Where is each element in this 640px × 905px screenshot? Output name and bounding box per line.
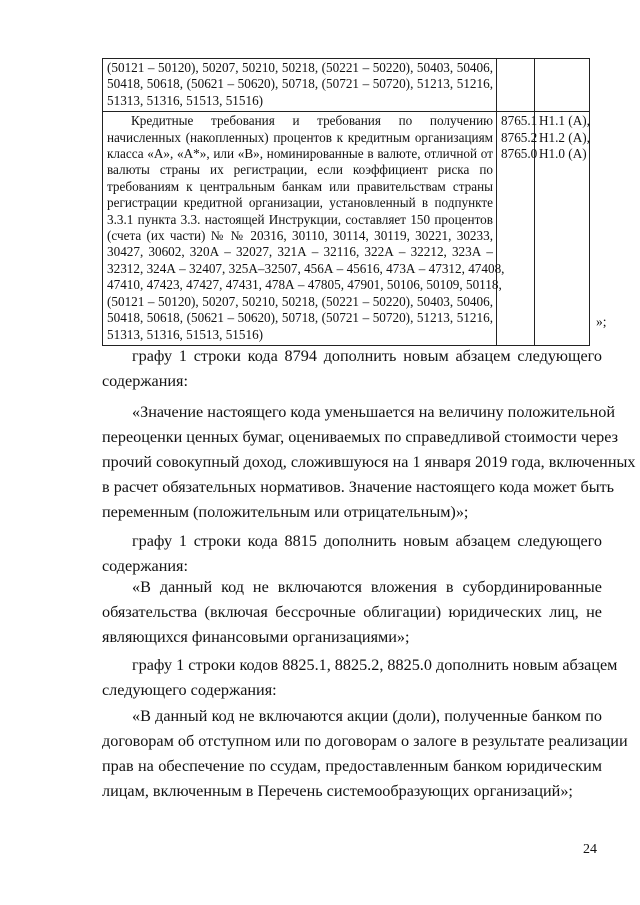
paragraph-line: переменным (положительным или отрицательным)»;: [102, 503, 469, 521]
paragraph-line: прав на обеспечение по ссудам, предоставленным банком юридическим: [102, 757, 602, 775]
table-cell-code: [497, 59, 535, 112]
paragraph-line: следующего содержания:: [102, 681, 277, 699]
paragraph-line: «В данный код не включаются акции (доли), полученные банком по: [132, 707, 602, 725]
instruction-paragraph: [102, 653, 618, 703]
table-text-line: 47410, 47423, 47427, 47431, 478А – 47805, 47901, 50106, 50109, 50118,: [107, 277, 502, 293]
page-number: 24: [583, 842, 597, 857]
paragraph-line: переоценки ценных бумаг, оцениваемых по справедливой стоимости через: [102, 428, 619, 446]
table-cell-code: [497, 112, 538, 346]
instruction-paragraph: [102, 344, 602, 394]
paragraph-line: «Значение настоящего кода уменьшается на величину положительной: [132, 403, 615, 421]
table-text-line: 50418, 50618, (50621 – 50620), 50718, (50721 – 50720), 51213, 51216,: [107, 76, 493, 92]
quoted-paragraph: [102, 400, 636, 525]
paragraph-line: содержания:: [102, 557, 188, 575]
norm-value: Н1.0 (А): [539, 146, 587, 162]
paragraph-line: обязательства (включая бессрочные облигации) юридических лиц, не: [102, 603, 602, 621]
codes-table: [102, 58, 590, 346]
table-cell-norm: [535, 112, 590, 346]
table-text-line: (50121 – 50120), 50207, 50210, 50218, (50221 – 50220), 50403, 50406,: [107, 60, 493, 75]
table-text-line: валюты страны их регистрации, если коэффициент риска по: [107, 162, 493, 178]
paragraph-line: «В данный код не включаются вложения в субординированные: [132, 578, 602, 596]
table-text-line: 32312, 324А – 32407, 325А–32507, 456А – 45616, 473А – 47312, 47408,: [107, 260, 505, 276]
table-text-line: требованиям к центральным банкам или правительствам страны: [107, 178, 493, 194]
table-text-line: 50418, 50618, (50621 – 50620), 50718, (50721 – 50720), 51213, 51216,: [107, 310, 493, 326]
table-text-line: 3.3.1 пункта 3.3. настоящей Инструкции, составляет 150 процентов: [107, 211, 493, 227]
table-cell-description: [103, 59, 497, 112]
norm-value: Н1.1 (А),: [539, 113, 590, 129]
code-value: 8765.2: [501, 129, 538, 145]
paragraph-line: лицам, включенным в Перечень системообразующих организаций»;: [102, 782, 573, 800]
instruction-paragraph: [102, 529, 602, 579]
table-cell-norm: [535, 59, 590, 112]
table-text-line: начисленных (накопленных) процентов к кредитным организациям: [107, 129, 493, 145]
quoted-paragraph: [102, 575, 602, 650]
table-text-line: 51313, 51316, 51513, 51516): [107, 326, 264, 342]
table-text-line: 51313, 51316, 51513, 51516): [107, 92, 264, 108]
paragraph-line: графу 1 строки кода 8815 дополнить новым абзацем следующего: [132, 532, 602, 550]
table-row: [103, 59, 590, 112]
paragraph-line: договорам об отступном или по договорам о залоге в результате реализации: [102, 732, 628, 750]
table-text-line: 30427, 30602, 320А – 32027, 321А – 32116, 322А – 32212, 323А –: [107, 244, 493, 260]
quoted-paragraph: [102, 704, 628, 804]
table-text-line: Кредитные требования и требования по получению: [131, 113, 493, 129]
table-closing-quote: »;: [596, 314, 607, 329]
table-text-line: (счета (их части) № № 20316, 30110, 30114, 30119, 30221, 30233,: [107, 228, 493, 244]
code-value: 8765.1: [501, 113, 538, 129]
paragraph-line: графу 1 строки кодов 8825.1, 8825.2, 8825.0 дополнить новым абзацем: [132, 656, 618, 674]
table-text-line: (50121 – 50120), 50207, 50210, 50218, (50221 – 50220), 50403, 50406,: [107, 293, 493, 309]
paragraph-line: графу 1 строки кода 8794 дополнить новым абзацем следующего: [132, 347, 602, 365]
paragraph-line: прочий совокупный доход, сложившуюся на 1 января 2019 года, включенных: [102, 453, 636, 471]
table-text-line: регистрации кредитной организации, установленный в подпункте: [107, 195, 493, 211]
paragraph-line: являющихся финансовыми организациями»;: [102, 628, 410, 646]
norm-value: Н1.2 (А),: [539, 129, 590, 145]
table-cell-description: [103, 112, 505, 346]
table-text-line: класса «А», «А*», или «В», номинированные в валюте, отличной от: [107, 146, 493, 162]
paragraph-line: в расчет обязательных нормативов. Значение настоящего кода может быть: [102, 478, 615, 496]
paragraph-line: содержания:: [102, 372, 188, 390]
table-row: [103, 112, 590, 346]
code-value: 8765.0: [501, 146, 538, 162]
